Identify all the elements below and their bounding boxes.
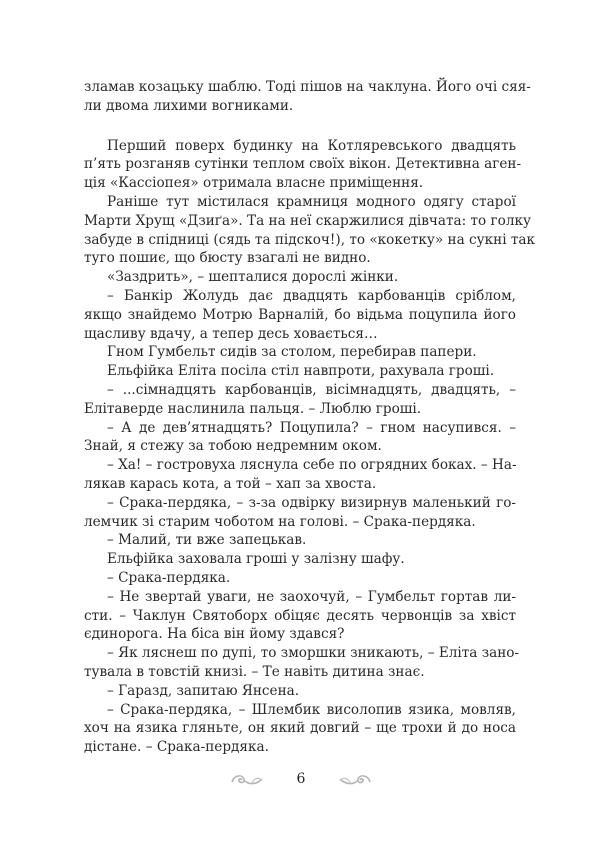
text-line: Знай, я стежу за тобою недремним оком. bbox=[84, 438, 382, 455]
paragraph bbox=[84, 588, 516, 644]
text-line: забуде в спідниці (сядь та підскоч!), то «кокетку» на сукні так bbox=[84, 231, 535, 248]
text-line: – Не звертай уваги, не заохочуй, – Гумбельт гортав ли- bbox=[107, 588, 516, 605]
paragraph bbox=[84, 550, 516, 569]
text-line: Гном Гумбельт сидів за столом, перебирав папери. bbox=[107, 344, 477, 361]
text-line: – Гаразд, запитаю Янсена. bbox=[107, 682, 300, 699]
text-line: – Срака-пердяка, – з-за одвірку визирнув маленький го- bbox=[107, 494, 516, 511]
page-footer bbox=[0, 768, 600, 794]
body-text bbox=[84, 78, 535, 757]
text-line: – Як ляснеш по дупі, то зморшки зникають, – Еліта зано- bbox=[107, 645, 520, 662]
text-line: лякав карась кота, а той – хап за хвоста. bbox=[84, 475, 377, 492]
paragraph bbox=[84, 682, 516, 701]
paragraph bbox=[84, 701, 516, 757]
text-line: ція «Кассіопея» отримала власне приміщення. bbox=[84, 175, 424, 192]
text-line: Ельфійка Еліта посіла стіл навпроти, рахувала гроші. bbox=[107, 363, 495, 380]
text-line: ли двома лихими вогниками. bbox=[84, 97, 294, 114]
text-line: Елітаверде наслинила пальця. – Люблю гроші. bbox=[84, 400, 422, 417]
text-line: лемчик зі старим чоботом на голові. – Срака-пердяка. bbox=[84, 513, 476, 530]
text-line: Раніше тут містилася крамниця модного одягу старої bbox=[107, 193, 516, 210]
paragraph bbox=[84, 569, 516, 588]
paragraph bbox=[84, 287, 516, 343]
paragraph bbox=[84, 343, 516, 362]
paragraph bbox=[84, 531, 516, 550]
text-line: «Заздрить», – шепталися дорослі жінки. bbox=[107, 269, 399, 286]
text-line: Перший поверх будинку на Котляревського двадцять bbox=[107, 137, 516, 154]
text-line: щасливу вдачу, а тепер десь ховається… bbox=[84, 325, 378, 342]
text-line: Марти Хрущ «Дзиґа». Та на неї скаржилися дівчата: то голку bbox=[84, 212, 531, 229]
text-line: – Срака-пердяка, – Шлембик висолопив язика, мовляв, bbox=[107, 701, 516, 718]
paragraph bbox=[84, 381, 516, 419]
text-line: п’ять розганяв сутінки теплом своїх вікон. Детективна аген- bbox=[84, 156, 522, 173]
text-line: дістане. – Срака-пердяка. bbox=[84, 739, 269, 756]
text-line: – А де дев’ятнадцять? Поцупила? – гном насупився. – bbox=[107, 419, 516, 436]
text-line: зламав козацьку шаблю. Тоді пішов на чаклуна. Його очі сяя- bbox=[84, 79, 531, 95]
text-line: тувала в товстій книзі. – Те навіть дитина знає. bbox=[84, 663, 425, 680]
text-line: Ельфійка заховала гроші у залізну шафу. bbox=[107, 551, 405, 568]
paragraph bbox=[84, 494, 516, 532]
paragraph bbox=[84, 137, 522, 193]
text-line: єдинорога. На біса він йому здався? bbox=[84, 626, 345, 643]
text-line: – Банкір Жолудь дає двадцять карбованців сріблом, bbox=[107, 287, 516, 304]
paragraph bbox=[84, 644, 520, 682]
page-number: 6 bbox=[296, 771, 306, 787]
paragraph bbox=[84, 419, 516, 457]
paragraph bbox=[84, 193, 535, 268]
text-line: сти. – Чаклун Святоборх обіцяє десять червонців за хвіст bbox=[84, 607, 516, 624]
text-line: хоч на язика гляньте, он який довгий – ще трохи й до носа bbox=[84, 720, 516, 737]
paragraph bbox=[84, 78, 531, 116]
text-line: – ...сімнадцять карбованців, вісімнадцять, двадцять, – bbox=[107, 381, 516, 398]
text-line: – Ха! – гостровуха ляснула себе по огрядних боках. – На- bbox=[107, 457, 517, 474]
paragraph bbox=[84, 268, 516, 287]
text-line: – Малий, ти вже запецькав. bbox=[107, 532, 307, 549]
paragraph bbox=[84, 456, 516, 494]
flourish-ornament-left-icon bbox=[230, 772, 264, 788]
text-line: – Срака-пердяка. bbox=[107, 569, 231, 586]
flourish-ornament-right-icon bbox=[338, 772, 372, 788]
text-line: туго пошиє, що бюсту взагалі не видно. bbox=[84, 250, 371, 267]
text-line: якщо знайдемо Мотрю Варналій, бо відьма поцупила його bbox=[84, 306, 516, 323]
paragraph bbox=[84, 362, 516, 381]
